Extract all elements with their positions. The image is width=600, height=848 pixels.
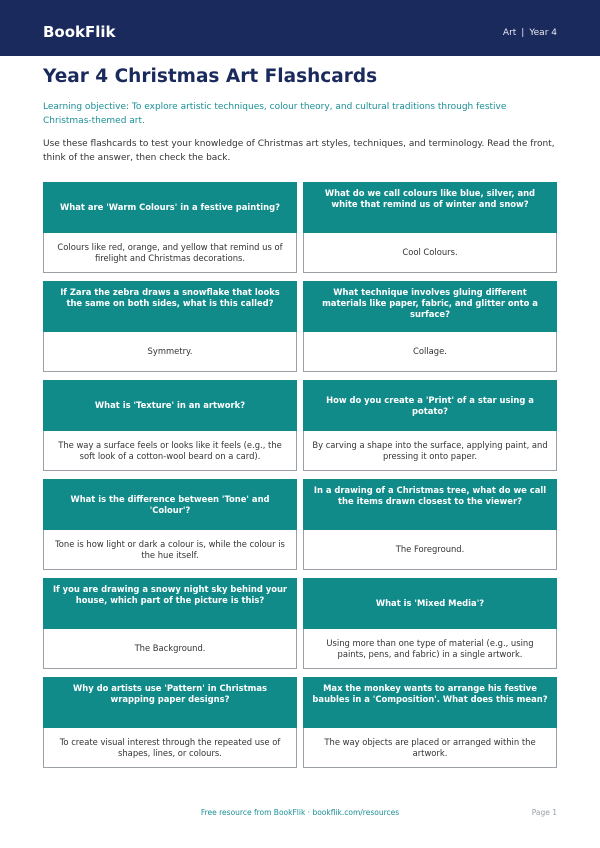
flashcard-question: How do you create a 'Print' of a star using a potato?: [303, 380, 557, 431]
flashcard-answer: Colours like red, orange, and yellow that remind us of firelight and Christmas decorations.: [43, 233, 297, 273]
flashcard: [303, 281, 557, 372]
flashcard: [43, 281, 297, 372]
breadcrumb-separator: |: [521, 28, 525, 38]
flashcard-question: What is the difference between 'Tone' and 'Colour'?: [43, 479, 297, 530]
flashcard-answer: Symmetry.: [43, 332, 297, 372]
flashcard-question: What are 'Warm Colours' in a festive painting?: [43, 182, 297, 233]
flashcard: [303, 380, 557, 471]
flashcard: [43, 380, 297, 471]
flashcard-answer: Collage.: [303, 332, 557, 372]
footer-link[interactable]: Free resource from BookFlik · bookflik.com/resources: [200, 808, 400, 817]
brand-logo[interactable]: BookFlik: [43, 23, 116, 41]
flashcard-question: What do we call colours like blue, silver, and white that remind us of winter and snow?: [303, 182, 557, 233]
flashcard-question: What is 'Texture' in an artwork?: [43, 380, 297, 431]
page-title: Year 4 Christmas Art Flashcards: [43, 66, 378, 87]
flashcard-answer: To create visual interest through the repeated use of shapes, lines, or colours.: [43, 728, 297, 768]
breadcrumb: [503, 28, 557, 38]
learning-objective: Learning objective: To explore artistic techniques, colour theory, and cultural traditions through festive Christmas-themed art.: [43, 102, 507, 126]
subject-label: Art: [502, 28, 517, 38]
flashcard: [303, 182, 557, 273]
flashcard-question: In a drawing of a Christmas tree, what do we call the items drawn closest to the viewer?: [303, 479, 557, 530]
flashcard: [303, 578, 557, 669]
flashcard-answer: By carving a shape into the surface, applying paint, and pressing it onto paper.: [303, 431, 557, 471]
flashcard-answer: Tone is how light or dark a colour is, while the colour is the hue itself.: [43, 530, 297, 570]
year-label: Year 4: [529, 28, 557, 38]
flashcard: [43, 677, 297, 768]
page-number: Page 1: [531, 808, 557, 817]
flashcard: [303, 677, 557, 768]
flashcard: [43, 578, 297, 669]
intro-text: Use these flashcards to test your knowledge of Christmas art styles, techniques, and terminology. Read the front, think of the answer, then check the back.: [43, 139, 555, 163]
flashcard-grid: [43, 182, 557, 768]
flashcard-answer: The way a surface feels or looks like it feels (e.g., the soft look of a cotton-wool beard on a card).: [43, 431, 297, 471]
flashcard: [303, 479, 557, 570]
flashcard: [43, 479, 297, 570]
flashcard-question: Max the monkey wants to arrange his festive baubles in a 'Composition'. What does this mean?: [303, 677, 557, 728]
flashcard-answer: Cool Colours.: [303, 233, 557, 273]
flashcard-question: If you are drawing a snowy night sky behind your house, which part of the picture is this?: [43, 578, 297, 629]
flashcard-answer: The Foreground.: [303, 530, 557, 570]
top-bar: [0, 0, 600, 56]
flashcard-answer: The way objects are placed or arranged within the artwork.: [303, 728, 557, 768]
flashcard-question: Why do artists use 'Pattern' in Christmas wrapping paper designs?: [43, 677, 297, 728]
flashcard-answer: Using more than one type of material (e.g., using paints, pens, and fabric) in a single artwork.: [303, 629, 557, 669]
flashcard-question: What technique involves gluing different materials like paper, fabric, and glitter onto a surface?: [303, 281, 557, 332]
flashcard-question: If Zara the zebra draws a snowflake that looks the same on both sides, what is this called?: [43, 281, 297, 332]
flashcard-answer: The Background.: [43, 629, 297, 669]
flashcard-question: What is 'Mixed Media'?: [303, 578, 557, 629]
flashcard: [43, 182, 297, 273]
